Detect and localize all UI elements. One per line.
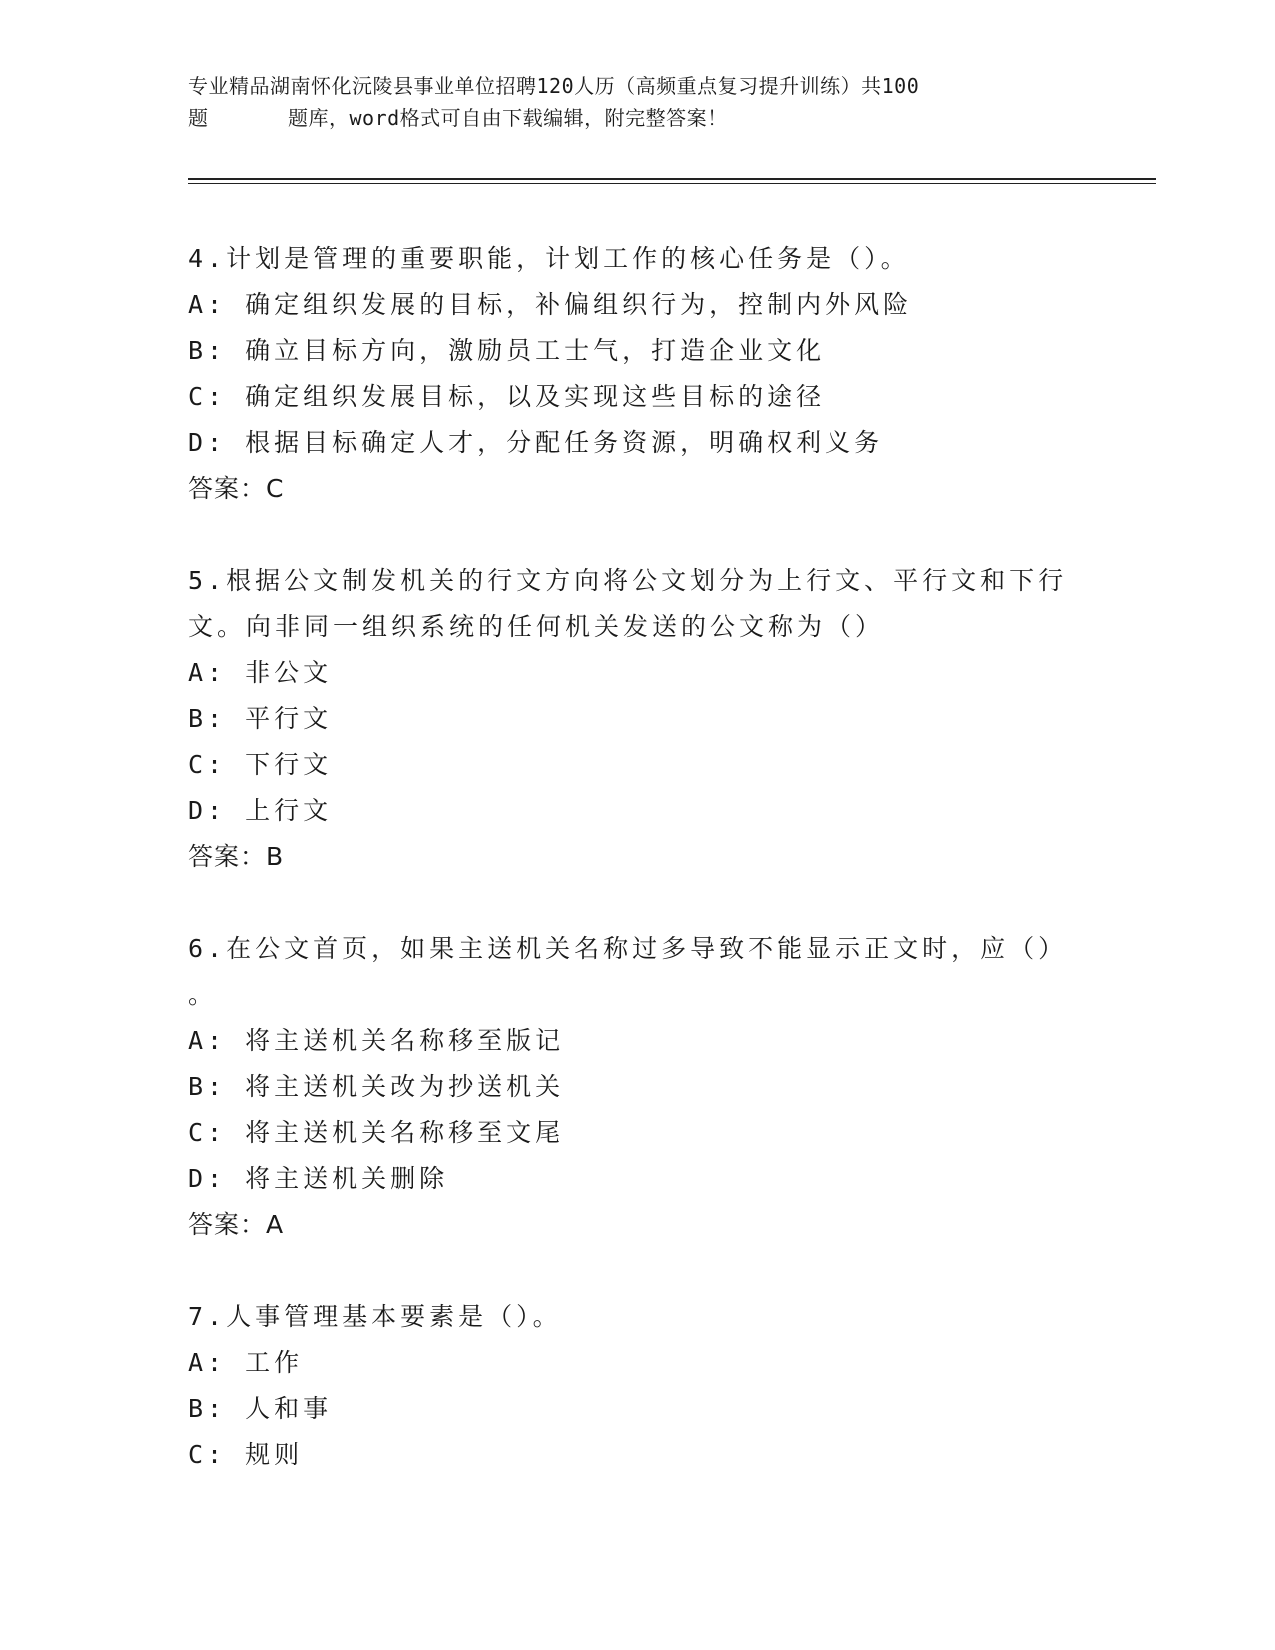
question-stem: 4.计划是管理的重要职能，计划工作的核心任务是（）。 [188,244,910,273]
answer-line: 答案：B [188,842,285,871]
option-b: B: 将主送机关改为抄送机关 [188,1072,565,1101]
document-header [188,70,1088,134]
option-b: B: 确立目标方向，激励员工士气，打造企业文化 [188,336,826,365]
option-a: A: 将主送机关名称移至版记 [188,1026,565,1055]
question-stem: 5.根据公文制发机关的行文方向将公文划分为上行文、平行文和下行 [188,566,1068,595]
option-b: B: 平行文 [188,704,333,733]
question-stem-continued: 。 [188,980,218,1009]
question-stem: 7.人事管理基本要素是（）。 [188,1302,562,1331]
header-title-prefix: 题 [188,106,209,130]
header-divider-thin [188,183,1156,184]
option-c: C: 规则 [188,1440,304,1469]
option-d: D: 将主送机关删除 [188,1164,449,1193]
answer-line: 答案：A [188,1210,285,1239]
header-divider-thick [188,178,1156,180]
option-d: D: 根据目标确定人才，分配任务资源，明确权利义务 [188,428,884,457]
question-stem-continued: 文。向非同一组织系统的任何机关发送的公文称为（） [188,612,885,641]
option-a: A: 非公文 [188,658,333,687]
option-c: C: 确定组织发展目标，以及实现这些目标的途径 [188,382,826,411]
header-title-rest: 题库，word格式可自由下载编辑，附完整答案！ [288,106,728,130]
question-block [188,236,1068,512]
question-block [188,1294,1068,1478]
header-title-line1: 专业精品湖南怀化沅陵县事业单位招聘120人历（高频重点复习提升训练）共100 [188,74,920,98]
question-stem: 6.在公文首页，如果主送机关名称过多导致不能显示正文时，应（） [188,934,1068,963]
option-c: C: 下行文 [188,750,333,779]
question-block [188,558,1068,880]
option-c: C: 将主送机关名称移至文尾 [188,1118,565,1147]
option-b: B: 人和事 [188,1394,333,1423]
question-block [188,926,1068,1248]
option-a: A: 工作 [188,1348,304,1377]
question-list [188,236,1068,1524]
option-a: A: 确定组织发展的目标，补偏组织行为，控制内外风险 [188,290,913,319]
header-title-line2 [188,102,1088,134]
option-d: D: 上行文 [188,796,333,825]
answer-line: 答案：C [188,474,285,503]
